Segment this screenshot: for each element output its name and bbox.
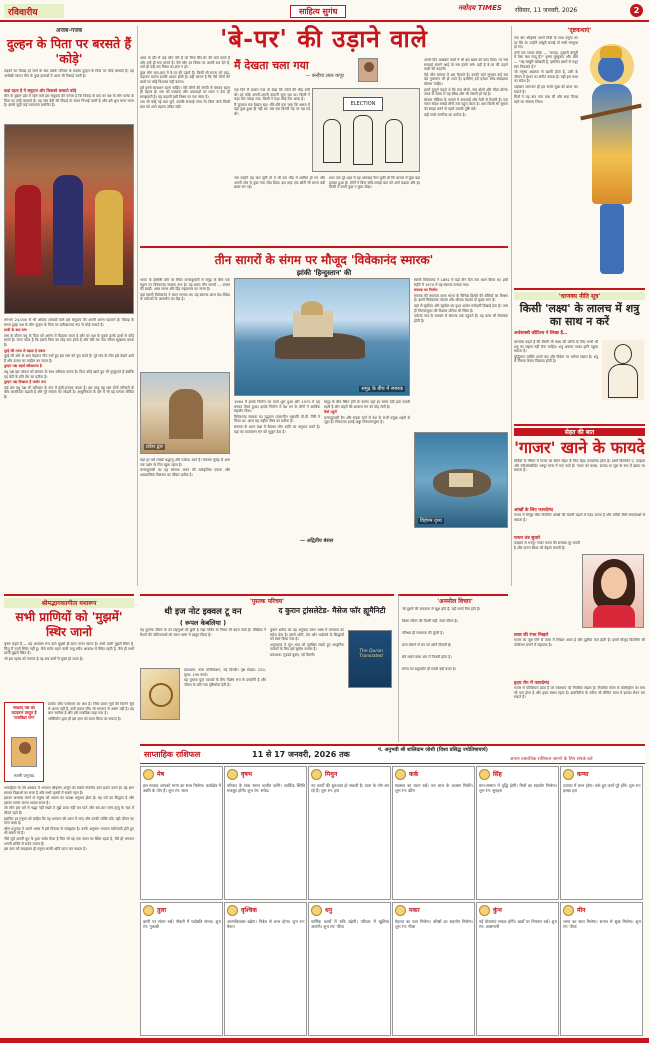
zodiac-icon (395, 905, 406, 916)
left-kicker: अजब-गजब (55, 27, 83, 34)
rashi-cell (392, 902, 475, 1036)
caption-aerial: विहंगम दृश्य (420, 518, 442, 524)
thoughts-section (398, 594, 508, 742)
krishna-legs (600, 204, 624, 274)
cartoon-sign: ELECTION (343, 97, 383, 111)
health-sub-4: हृदय रोग में फायदेमंद (514, 681, 550, 686)
rashi-name: धनु (325, 907, 333, 914)
cartoon-figure-2 (353, 115, 373, 165)
vk-intro: भारत के दक्षिणी छोर पर स्थित कन्याकुमारी में समुद्र के बीच एक चट्टान पर विवेकानंद स्मारक बना है। यह स्थान तीन सागरों — बंगाल की खाड़ी, अरब सागर और हिंद महासागर का संगम है। यहां स्वामी विवेकानंद ने ध्यान लगाया था। यह स्मारक आज देश-विदेश के पर्यटकों के आकर्षण का केंद्र है। (140, 278, 230, 302)
thought-1: जो दूसरों की सफलता से खुश होते हैं, वही सच्चे मित्र होते हैं। (402, 607, 481, 611)
rashi-text: मेहनत का फल मिलेगा। वरिष्ठों का सहयोग मिलेगा। शुभ रंग: नीला (395, 919, 473, 930)
zodiac-icon (479, 769, 490, 780)
left-body-1: चीन के युन्नान प्रांत में रहने वाले इस समुदाय की परंपरा है कि विवाह के बाद वर पक्ष के लोग कन्या के पिता पर कोड़े बरसाते हैं। यह रस्म बेटी की विदाई के समय निभाई जाती है और इसे शुभ माना जाता है। इससे जुड़ी कई मान्यताएं प्रचलित हैं। (4, 94, 134, 108)
left-subhead-3: दूल्हे की तरफ से बढ़ता है दबाव (4, 348, 46, 353)
section-left-text: रविवारीय (8, 8, 38, 18)
rashi-cell (140, 902, 223, 1036)
krishna-crown (600, 46, 622, 58)
rashi-text: मान-सम्मान में वृद्धि होगी। मित्रों का सहयोग मिलेगा। शुभ रंग: सुनहरा (479, 783, 557, 794)
wedding-photo-figure-1 (15, 185, 41, 275)
poem-box (234, 58, 414, 84)
rashi-name: कन्या (577, 771, 589, 778)
health-sub-1: आंखों के लिए फायदेमंद (514, 508, 554, 513)
vk-mid-col: 1964 में इसके निर्माण का कार्य शुरू हुआ और 1970 में यह बनकर तैयार हुआ। इसके निर्माण में देश भर के लोगों ने आर्थिक सहयोग दिया। विवेकानंद स्मारक का उद्घाटन तत्कालीन राष्ट्रपति वी.वी. गिरि ने किया था। आज यह राष्ट्रीय गौरव का प्रतीक है। स्मारक के ध्यान कक्ष में बैठकर लोग शांति का अनुभव करते हैं। यहां का वातावरण मन को सुकून देता है। समुद्र के बीच स्थित होने के कारण यहां हर समय ठंडी हवा चलती रहती है और लहरों की आवाज मन को मोह लेती है। कैसे पहुंचें कन्याकुमारी रेल और सड़क मार्ग से देश के सभी प्रमुख शहरों से जुड़ा है। निकटतम हवाई अड्डा तिरुवनंतपुरम है। (234, 400, 410, 434)
health-headline: 'गाजर' खाने के फायदे (514, 438, 645, 457)
vivekananda-section (140, 246, 508, 590)
spiritual-section (4, 594, 134, 1018)
thought-6: समय का सदुपयोग ही सबसे बड़ी बचत है। (402, 667, 457, 671)
horoscope-contact: अपना वास्तविक राशिफल जानने के लिए संपर्क करें (510, 757, 593, 762)
rashi-name: मीन (577, 907, 586, 914)
left-headline: दुल्हन के पिता पर बरसते हैं 'कोड़े' (6, 36, 132, 66)
chanakya-head (614, 344, 632, 364)
cartoon-figure-3 (385, 119, 403, 163)
caption-sea: समुद्र के बीच में स्मारक (361, 386, 403, 392)
paper-logo: नवोदय TIMES (458, 4, 502, 12)
rule-right (511, 26, 512, 586)
book2-title: द कुरान ट्रांसलेटेड- मैसेज फॉर ह्यूमैनिटी (278, 606, 386, 615)
vk-left-col-2: यहां हर वर्ष लाखों श्रद्धालु और पर्यटक आते हैं। स्मारक सुबह से शाम तक दर्शन के लिए खुला रहता है। कन्याकुमारी का यह स्मारक भारत की सांस्कृतिक एकता और आध्यात्मिक विरासत का जीवंत प्रतीक है। (140, 458, 230, 477)
left-column (4, 26, 134, 592)
poem-title: मैं देखता चला गया (234, 59, 309, 72)
cartoon-figure-1 (323, 119, 341, 163)
rashi-name: कुंभ (493, 907, 502, 914)
vk-right-col: स्वामी विवेकानंद ने 1892 में यहां तीन दिन तक ध्यान किया था। इसी स्मृति में 1970 में यह स्मारक बनाया गया। स्मारक का निर्माण स्मारक की स्थापत्य कला भारत के विभिन्न हिस्सों की शैलियों का मिश्रण है। इसमें विवेकानंद मंडपम और श्रीपाद मंडपम दो मुख्य भाग हैं। यहां से सूर्योदय और सूर्यास्त का दृश्य अत्यंत मनोहारी दिखाई देता है। पास ही तिरुवल्लुवर की विशाल प्रतिमा भी स्थित है। पर्यटक नाव के माध्यम से स्मारक तक पहुंचते हैं। यह यात्रा भी रोमांचक होती है। (414, 278, 508, 323)
left-subhead-1: कहां रहता है ये समुदाय और किसको बरसाते कोड़े (4, 88, 77, 93)
rashi-cell (476, 902, 559, 1036)
zodiac-icon (227, 905, 238, 916)
rashi-text: वाणी पर संयम रखें। नौकरी में पदोन्नति संभव। शुभ रंग: गुलाबी (143, 919, 221, 930)
chanakya-body-shape (608, 364, 638, 398)
aerial-photo (414, 432, 508, 528)
rashi-text: भाग्य का साथ मिलेगा। संतान से सुख मिलेगा। शुभ रंग: पीला (563, 919, 641, 930)
entrance-photo (140, 372, 230, 454)
krishna-body (592, 84, 632, 204)
main-col-2: एक दिन मैं बाजार गया तो देखा कि लोगों की भीड़ लगी थी। हर कोई अपनी-अपनी कहानी सुना रहा था। किसी ने कहा चोर पकड़ा गया, किसी ने कहा कोई नेता आया है। मैं चुपचाप सब देखता रहा। धीरे-धीरे पता चला कि असल में वहां कुछ हुआ ही नहीं था। बस एक बिल्ली पेड़ पर चढ़ गई थी। (234, 88, 310, 116)
book1-cover (140, 668, 180, 720)
rule-left (137, 26, 138, 586)
thoughts-kicker: 'अनमोल विचार' (437, 598, 473, 605)
prabhupada-photo (11, 737, 37, 767)
zodiac-icon (479, 905, 490, 916)
horoscope-banner (140, 744, 645, 764)
spiritual-headline: सभी प्राणियों को 'मुझमें' स्थिर जानो (15, 610, 123, 639)
book1-sub: ( रूपल केबलिया ) (179, 619, 227, 627)
chanakya-sub: अर्थशास्त्री कौटिल्य ने लिखा है… (514, 331, 568, 336)
health-intro: सर्दियों के मौसम में गाजर का सेवन सेहत के लिए बेहद फायदेमंद होता है। इसमें विटामिन ए, फाइबर और एंटीऑक्सीडेंट भरपूर मात्रा में पाए जाते हैं। गाजर को कच्चा, सलाद या जूस के रूप में खाया जा सकता है। (514, 459, 645, 473)
thought-3: परिश्रम ही सफलता की कुंजी है। (402, 631, 444, 635)
quran-cover (348, 630, 392, 688)
rashi-text: स्वास्थ्य का ध्यान रखें। धन लाभ के अवसर मिलेंगे। शुभ रंग: क्रीम (395, 783, 473, 794)
rashi-cell (224, 902, 307, 1036)
memorial-sea-photo (234, 278, 410, 396)
rashi-text: नई योजनाएं सफल होंगी। खर्चों पर नियंत्रण रखें। शुभ रंग: आसमानी (479, 919, 557, 930)
model-face (601, 567, 627, 599)
vk-byline: — अद्वितीय बंसल (300, 538, 334, 544)
horoscope-section (140, 744, 645, 1039)
vivekananda-headline: तीन सागरों के संगम पर मौजूद 'विवेकानंद स्मारक' (214, 253, 434, 267)
main-col-3: जब उन्होंने यह बात सुनी तो वे भी उस भीड़ में शामिल हो गए और अपनी ओर से कुछ नया जोड़ दिया। इस तरह एक छोटी सी घटना बड़ी खबर बन गई। शाम तक पूरे शहर में यह अफवाह फैल चुकी थी कि बाजार में कुछ बड़ा हादसा हुआ है। लोगों ने बिना सोचे-समझे बात को आगे बढ़ाया और हर किसी ने उसमें कुछ न कुछ जोड़ा। (234, 176, 420, 190)
spiritual-kicker: श्रीमद्भागवतगीता यथारूप (4, 598, 134, 608)
health-sub-2: पाचन तंत्र सुधारे (514, 536, 541, 541)
chanakya-portrait (602, 340, 644, 400)
horoscope-dates: 11 से 17 जनवरी, 2026 तक (252, 750, 350, 759)
main-col-1: आज के दौर में कई लोग ऐसे हैं जो बिना सिर-पैर की बातें करते हैं और उन्हें ही सच मानते हैं। ऐसे लोग हर विषय पर अपनी राय देते हैं, भले ही उन्हें उस विषय का ज्ञान न हो। कुछ लोग बात-बात में बे-पर की उड़ाते हैं। किसी भी घटना को बढ़ा-चढ़ाकर बताना इनकी आदत होती है। यही कारण है कि ऐसे लोगों की बातों पर कोई विश्वास नहीं करता। हमें इनसे सावधान रहना चाहिए। ऐसे लोगों की संगति से बचकर रहना ही बेहतर है। सच को परखना और अफवाहों पर ध्यान न देना ही समझदारी है। यह कहानी इसी विषय पर एक व्यंग्य है। जब भी कोई नई बात सुनें, उसकी सच्चाई जांच लें। बिना जांचे किसी बात को आगे बढ़ाना उचित नहीं। (140, 56, 230, 109)
wedding-photo-figure-2 (53, 175, 83, 285)
poem-author: — कन्हैया लाल कपूर (305, 73, 344, 79)
health-sub-3: त्वचा की रंगत निखारे (514, 633, 549, 638)
books-kicker: 'पुस्तक परिचय' (249, 598, 285, 605)
main-headline: 'बे-पर' की उड़ाने वाले (220, 24, 428, 53)
spiritual-side-title: साक्षात् यज्ञ का उदाहरण प्रस्तुत है 'राजविद्या योग' (11, 705, 37, 720)
rashi-name: वृषभ (241, 771, 253, 778)
right-story: एक बार श्रीकृष्ण अपने मित्रों के साथ यमुना तट पर बैठे थे। उन्होंने बांसुरी बजाई तो सभी मंत्रमुग्ध हो गए। तभी एक ग्वाला बोला — "कान्हा, तुम्हारी बांसुरी में ऐसा क्या जादू है?" कृष्ण मुस्कुराए और बोले — "यह बांसुरी खोखली है, इसलिए इसमें से मधुर स्वर निकलते हैं।" जो मनुष्य अहंकार से खाली होता है, उसी के जीवन में ईश्वर का संगीत बजता है। यही इस कथा का संदेश है। अहंकार त्यागकर ही हम सच्चे सुख को प्राप्त कर सकते हैं। मित्रों ने यह बात गांठ बांध ली और सदा विनम्र रहने का संकल्प लिया। (514, 36, 578, 104)
krishna-illustration (578, 40, 645, 280)
thought-2: शिक्षा जीवन की तैयारी नहीं, स्वयं जीवन है। (402, 619, 458, 623)
spiritual-body-1: प्रत्येक जीव परमेश्वर का अंश है। जिस प्रकार सूर्य की किरणें सूर्य से अलग नहीं हैं, उसी प्रकार जीव भी भगवान से अलग नहीं है। यह ज्ञान सर्वोच्च है और इसे राजविद्या कहा गया है। भक्तियोग द्वारा ही इस ज्ञान को प्राप्त किया जा सकता है। (48, 702, 134, 721)
book1-details: प्रकाशक: रूपा पब्लिकेशन, नई दिल्ली। पृष्ठ संख्या: 220, मूल्य: 199 रुपये। यह पुस्तक युवा पाठकों के लिए विशेष रूप से उपयोगी है और जीवन के प्रति नया दृष्टिकोण देती है। (184, 668, 266, 687)
rashi-text: नए कार्यों की शुरुआत हो सकती है। यात्रा के योग बन रहे हैं। शुभ रंग: हरा (311, 783, 389, 794)
rashi-text: धार्मिक कार्यों में रुचि बढ़ेगी। परिवार में खुशियां आएंगी। शुभ रंग: पीला (311, 919, 389, 930)
rashi-cell (392, 766, 475, 900)
memorial-dome (301, 301, 323, 315)
left-lead: लड़कों का विवाह हो जाने के बाद उसके परिवार के सदस्य दुल्हन के पिता पर कोड़े बरसाते हैं। यह अनोखी परंपरा चीन के कुछ इलाकों में आज भी निभाई जाती है। (4, 69, 134, 78)
prabhupada-name: स्वामी प्रभुपाद (13, 773, 35, 778)
zodiac-icon (143, 905, 154, 916)
health-box (514, 424, 645, 741)
book1-title: थी इज नोट इक्वल टू वन (164, 607, 242, 617)
aerial-building (449, 473, 473, 487)
left-subhead-4: दुल्हन पक्ष सहर्ष स्वीकारता है (4, 364, 42, 369)
rashi-name: तुला (157, 907, 167, 914)
author-photo-head (364, 62, 374, 72)
right-kicker: 'दृष्टकथाएं' (567, 27, 592, 34)
rashi-text: व्यापार में लाभ होगा। रुके हुए कार्य पूरे होंगे। शुभ रंग: हल्का हरा (563, 783, 641, 794)
spiritual-side-box (4, 702, 44, 782)
zodiac-icon (311, 769, 322, 780)
spiritual-body-2: भगवद्गीता के नवें अध्याय में भगवान श्रीकृष्ण अर्जुन को सबसे गोपनीय ज्ञान प्रदान करते हैं। यह ज्ञान समस्त विद्याओं का राजा है और सभी रहस्यों में सबसे गहन है। इसका अभ्यास करने से मनुष्य को आत्मा का प्रत्यक्ष अनुभव होता है। यह धर्म का सिद्धांत है और इसका पालन करना अत्यंत सरल है। जो लोग इस धर्म में श्रद्धा नहीं रखते वे मुझे प्राप्त नहीं कर पाते और बार-बार जन्म-मृत्यु के चक्र में लौटते रहते हैं। इसलिए हर मनुष्य को चाहिए कि वह भगवान की शरण में जाए और उनकी भक्ति करे। यही जीवन का परम लक्ष्य है। श्रील प्रभुपाद ने अपने भाष्य में इसे विस्तार से समझाया है। उनके अनुसार भगवान सर्वव्यापी होते हुए भी सबसे परे हैं। जैसे सूर्य अपनी धूप के द्वारा सर्वत्र फैला है फिर भी वह एक स्थान पर स्थित रहता है, वैसे ही भगवान अपनी शक्ति से सर्वत्र व्याप्त हैं। इस ज्ञान को समझकर ही मनुष्य सच्ची शांति प्राप्त कर सकता है। (4, 786, 134, 852)
chanakya-box (514, 288, 645, 422)
rashi-cell (308, 902, 391, 1036)
book1-desc: यह पुस्तक जीवन के उन पहलुओं को छूती है जहां गणित के नियम भी बदल जाते हैं। लेखिका ने रिश्तों की जटिलताओं को सरल भाषा में प्रस्तुत किया है। (140, 628, 266, 637)
rashi-name: मिथुन (325, 771, 338, 778)
rashi-name: वृश्चिक (241, 907, 257, 914)
entrance-gate (169, 389, 203, 439)
main-col-4: अगले दिन अखबार वालों ने भी इस खबर को छाप दिया। पर जब सच्चाई सामने आई तो सब हंसने लगे। यही है बे-पर की उड़ाने वालों की कहानी। ऐसे लोग समाज में भ्रम फैलाते हैं। उनकी बातें सुनकर कई बार बड़े नुकसान भी हो जाते हैं। इसलिए हमें हमेशा सोच-समझकर बोलना चाहिए। हमारे बुजुर्ग कहते थे कि कम बोलो, सच बोलो और मीठा बोलो। आज के समय में यह सीख और भी जरूरी हो गई है। सोशल मीडिया के जमाने में अफवाहें और तेजी से फैलती हैं। एक गलत संदेश लाखों लोगों तक पहुंच जाता है। अतः किसी भी सूचना को साझा करने से पहले उसकी पुष्टि करें। यही सच्चे नागरिक का कर्तव्य है। (424, 58, 508, 117)
page-header (0, 0, 649, 22)
caption-entrance: प्रवेश द्वार (146, 444, 163, 450)
health-kicker: सेहत की बात (514, 428, 645, 436)
cartoon-illustration (312, 88, 420, 172)
chanakya-body: चाणक्य कहते हैं कि किसी भी लक्ष्य की प्राप्ति के लिए कभी भी शत्रु का सहारा नहीं लेना चाहिए। शत्रु अवसर पाकर हानि पहुंचा सकता है। बुद्धिमान व्यक्ति अपने बल और विवेक पर भरोसा रखता है। शत्रु से मित्रता केवल दिखावा होती है। (514, 340, 598, 364)
rashi-name: सिंह (493, 771, 502, 778)
health-model-photo (582, 554, 644, 628)
chanakya-headline: किसी 'लक्ष्य' के लालच में शत्रु का साथ न करें (519, 302, 640, 328)
health-body-1: गाजर में मौजूद बीटा कैरोटीन आंखों की रोशनी बढ़ाने में मदद करता है और रतौंधी जैसी समस्याओं से बचाता है। (514, 513, 645, 522)
right-column (514, 26, 645, 741)
health-body-3: गाजर का जूस पीने से त्वचा में निखार आता है और झुर्रियां कम होती हैं। इसमें मौजूद विटामिन सी कोलेजन बनाने में सहायक है। (514, 638, 645, 647)
rashi-name: मकर (409, 907, 420, 914)
health-body-4: गाजर में पोटैशियम होता है जो रक्तचाप को नियंत्रित रखता है। नियमित सेवन से कोलेस्ट्रॉल का स्तर भी कम होता है और हृदय स्वस्थ रहता है। डायबिटीज के मरीज भी सीमित मात्रा में इसका सेवन कर सकते हैं। (514, 686, 645, 700)
thought-5: धैर्य रखने वाला अंत में विजयी होता है। (402, 655, 452, 659)
page-footer (0, 1038, 649, 1043)
zodiac-icon (395, 769, 406, 780)
rashi-text: इस सप्ताह आपको भाग्य का साथ मिलेगा। कार्यक्षेत्र में उन्नति के योग हैं। शुभ रंग: लाल (143, 783, 221, 794)
zodiac-icon (311, 905, 322, 916)
wedding-photo-figure-3 (95, 190, 123, 285)
rashi-cell (308, 766, 391, 900)
vk-subhead: स्मारक का निर्माण (414, 288, 438, 293)
rashi-cell (476, 766, 559, 900)
quran-cover-text: The Quran Translated (359, 649, 383, 659)
rashi-cell (560, 766, 643, 900)
left-subhead-5: दुल्हन पक्ष दिखाता है कठोर रूप (4, 380, 46, 385)
rashi-cell (560, 902, 643, 1036)
horoscope-title: साप्ताहिक राशिफल (144, 750, 201, 759)
rashi-cell (140, 766, 223, 900)
vivekananda-sub: झांकी 'हिन्दुस्तान' की (296, 269, 352, 277)
zodiac-icon (563, 905, 574, 916)
page-number: 2 (630, 4, 643, 17)
rashi-cell (224, 766, 307, 900)
spiritual-intro: कृष्ण कहते हैं — यह अव्यक्त रूप वाले मुझसे ही सारा जगत व्याप्त है। सभी प्राणी मुझमें स्थित हैं, किंतु मैं उनमें स्थित नहीं हूं। जैसे सर्वत्र बहने वाली वायु सदैव आकाश में स्थित रहती है, वैसे ही सभी प्राणी मुझमें स्थित हैं। जो इस रहस्य को जानता है वह सब कर्मों से मुक्त हो जाता है। (4, 642, 134, 661)
horoscope-astrologer: पं. अनुभवी श्री शालिग्राम जोशी (विश्व प्रसिद्ध ज्योतिषाचार्य) (378, 747, 488, 753)
rashi-text: परिवार के साथ समय व्यतीत करेंगे। आर्थिक स्थिति मजबूत होगी। शुभ रंग: सफेद (227, 783, 305, 794)
model-dress (593, 605, 635, 628)
health-body-2: फाइबर से भरपूर गाजर कब्ज की समस्या दूर करती है और पाचन क्रिया को बेहतर बनाती है। (514, 541, 580, 550)
vk-subhead-2: कैसे पहुंचें (324, 410, 337, 415)
book2-desc: कुरान शरीफ का यह अनुवाद सरल भाषा में मानवता का संदेश देता है। इसमें शांति, प्रेम और भाईचारे के सिद्धांतों को स्पष्ट किया गया है। अनुवादक ने मूल भाव को सुरक्षित रखते हुए आधुनिक पाठकों के लिए इसे सुबोध बनाया है। प्रकाशक: गुडवर्ड बुक्स, नई दिल्ली। (270, 628, 344, 657)
krishna-head (598, 54, 624, 82)
rashi-name: मेष (157, 771, 165, 778)
wedding-photo (4, 124, 134, 314)
prabhupada-head (19, 742, 31, 754)
header-date: रविवार, 11 जनवरी, 2026 (515, 7, 578, 14)
zodiac-icon (563, 769, 574, 780)
zodiac-icon (143, 769, 154, 780)
rashi-name: कर्क (409, 771, 419, 778)
left-body-2: लगभग 24,000 से भी अधिक आबादी वाले इस समुदाय की अपनी अलग पहचान है। विवाह के समय दूल्हा पक्ष के लोग दुल्हन के पिता पर प्रतीकात्मक रूप से कोड़े चलाते हैं। शादी के बाद रस्म रस्म के दौरान वधू के पिता को आंगन में बिठाया जाता है और वर पक्ष के युवक हल्के हाथों से कोड़े मारते हैं। माना जाता है कि इससे पिता का मोह कम होता है और बेटी का नया जीवन सुखमय बनता है। दूल्हे की तरफ से बढ़ता है दबाव दूल्हे की ओर से आए मेहमान गीत गाते हुए इस रस्म को पूरा करते हैं। पूरे गांव के लोग इसे देखने आते हैं और उत्सव का माहौल बन जाता है। दुल्हन पक्ष सहर्ष स्वीकारता है वधू पक्ष इस परंपरा को सम्मान के साथ स्वीकार करता है। पिता कोड़े खाते हुए भी मुस्कुराते हैं क्योंकि यह बेटी के प्रति प्रेम का प्रतीक है। दुल्हन पक्ष दिखाता है कठोर रूप कई बार वधू पक्ष भी प्रतिकार के रूप में हंसी-मजाक करता है। इस तरह यह रस्म दोनों परिवारों के बीच आत्मीयता बढ़ाती है और पूरे समाज को जोड़ती है। आधुनिकता के दौर में भी यह परंपरा जीवित है। (4, 318, 134, 399)
book1-cover-mark (149, 683, 173, 707)
chanakya-kicker: 'चाणक्य नीति सूत्र' (514, 292, 645, 300)
rashi-text: आत्मविश्वास बढ़ेगा। निवेश से लाभ होगा। शुभ रंग: मैरून (227, 919, 305, 930)
section-center: साहित्य सुगंध (290, 5, 346, 18)
main-story (140, 24, 508, 246)
thought-4: सत्य बोलने से मन को शांति मिलती है। (402, 643, 452, 647)
author-photo (358, 58, 378, 82)
zodiac-icon (227, 769, 238, 780)
books-section (140, 594, 394, 742)
left-subhead-2: शादी के बाद रस्म (4, 328, 27, 333)
